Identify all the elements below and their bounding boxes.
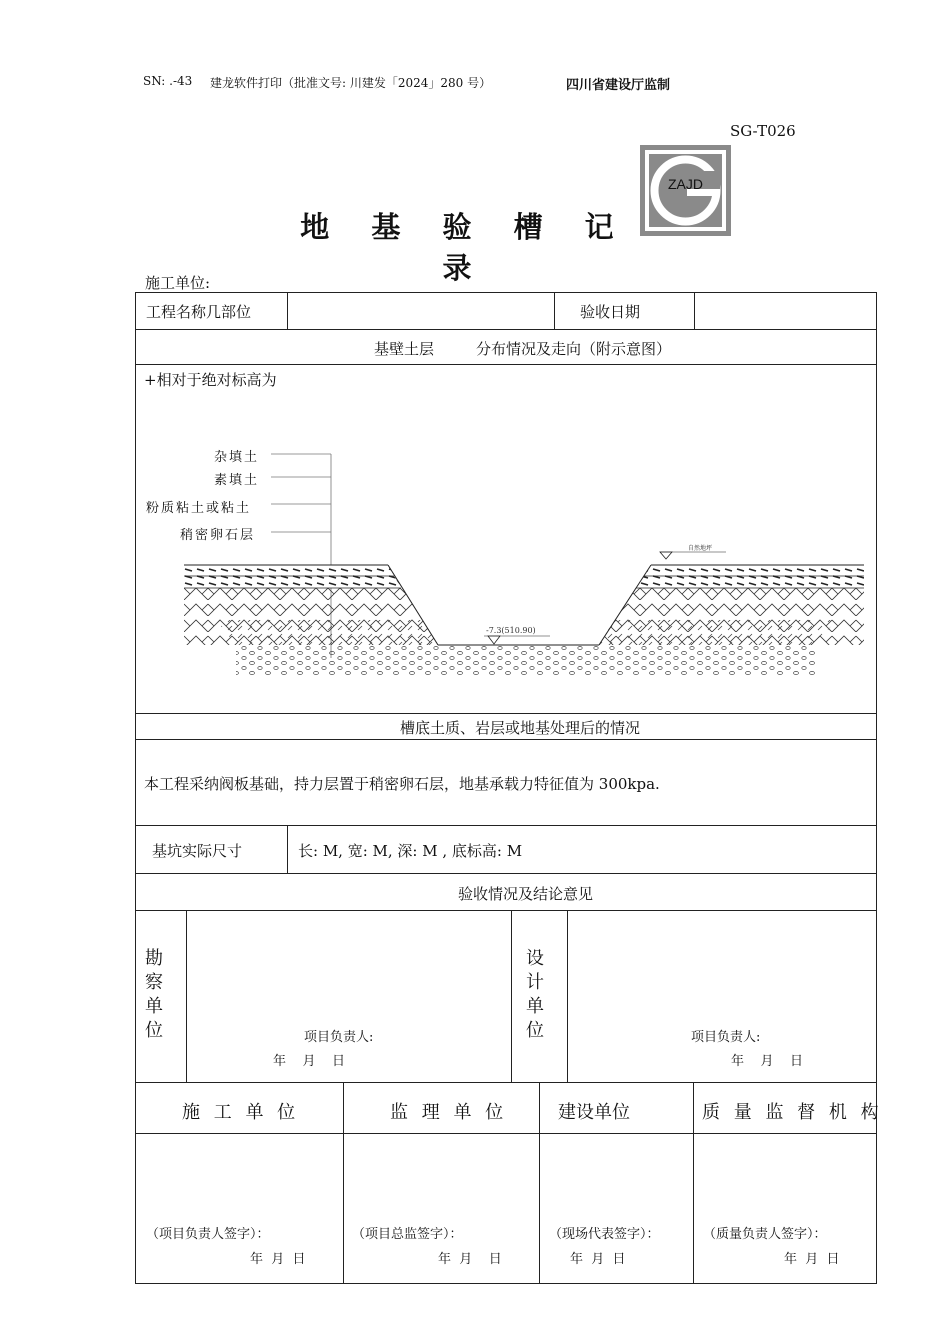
distribution-label: 分布情况及走向（附示意图） [476,340,672,358]
layer-label: 稍密卵石层 [180,528,256,543]
design-project-leader: 项目负责人: [691,1030,761,1045]
soil-layer-label: 基壁土层 [374,340,435,358]
acceptance-date-label: 验收日期 [580,303,641,321]
sign-unit-quality-supervision: 质 量 监 督 机 构 [702,1102,883,1123]
supervision-note: 四川省建设厅监制 [566,78,671,93]
sign-unit-supervision: 监 理 单 位 [390,1102,508,1123]
supervision-sign-date: 年 月 日 [438,1252,502,1267]
foundation-description: 本工程采纳阀板基础，持力层置于稍密卵石层，地基承载力特征值为 300kpa. [144,775,660,793]
quality-sign-date: 年 月 日 [784,1252,840,1267]
sign-unit-owner: 建设单位 [558,1102,630,1123]
serial-number: SN: .-43 [143,74,193,88]
owner-sign-date: 年 月 日 [570,1252,626,1267]
ground-level-label: 自然地坪 [688,545,713,552]
supervision-signature[interactable]: （项目总监签字）： [352,1227,463,1242]
design-date: 年 月 日 [731,1054,804,1069]
form-code: SG-T026 [730,122,796,140]
foundation-pit-diagram [136,440,876,690]
zajd-logo [640,145,731,236]
pit-bottom-elevation: -7.3(510.90) [486,626,536,635]
elevation-note: +相对于绝对标高为 [144,371,277,389]
page-title: 地 基 验 槽 记 录 [300,210,630,285]
construction-signature[interactable]: （项目负责人签字）： [146,1227,270,1242]
owner-signature[interactable]: （现场代表签字）： [549,1227,660,1242]
design-unit-label: 设 计 单 位 [526,948,544,1041]
logo-text: ZAJD [668,176,703,192]
layer-label: 杂填土 [214,450,260,465]
quality-signature[interactable]: （质量负责人签字）： [703,1227,827,1242]
layer-label: 素填土 [214,473,260,488]
software-print-note: 建龙软件打印（批准文号: 川建发「2024」280 号） [210,76,492,90]
pit-bottom-condition-label: 槽底土质、岩层或地基处理后的情况 [400,719,641,737]
layer-label: 粉质粘土或粘土 [146,501,252,516]
construction-sign-date: 年 月 日 [250,1252,306,1267]
acceptance-conclusion-label: 验收情况及结论意见 [458,885,594,903]
project-name-label: 工程名称几部位 [146,303,252,321]
survey-unit-label: 勘 察 单 位 [145,948,163,1041]
sign-unit-construction: 施 工 单 位 [182,1102,300,1123]
survey-project-leader: 项目负责人: [304,1030,374,1045]
pit-size-label: 基坑实际尺寸 [152,842,243,860]
construction-unit-label: 施工单位: [145,274,211,292]
pit-size-values[interactable]: 长: M, 宽: M, 深: M , 底标高: M [298,842,523,860]
survey-date: 年 月 日 [273,1054,346,1069]
